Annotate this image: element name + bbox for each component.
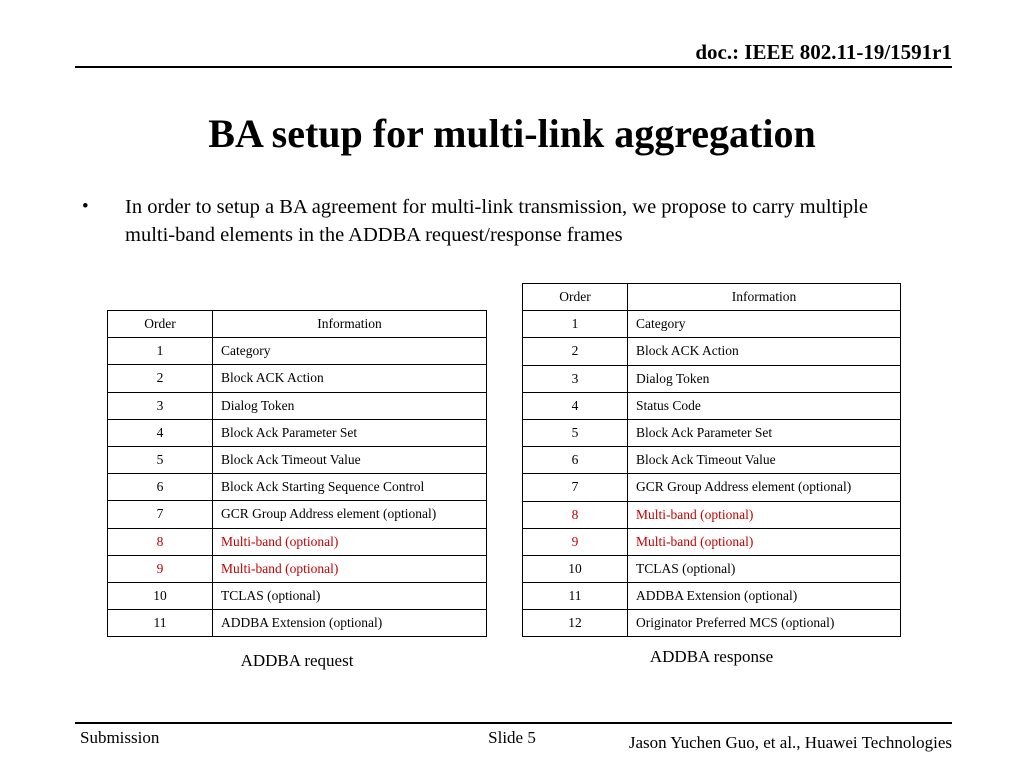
order-cell: 5 [108,446,213,473]
info-cell: Block Ack Timeout Value [628,447,901,474]
info-cell: Dialog Token [628,365,901,392]
addba-response-caption: ADDBA response [649,647,774,666]
info-cell: GCR Group Address element (optional) [628,474,901,501]
table-row [523,583,901,610]
column-header: Information [213,311,487,338]
info-cell: Originator Preferred MCS (optional) [628,610,901,637]
table-row [523,610,901,637]
info-cell: Multi-band (optional) [213,555,487,582]
info-cell: ADDBA Extension (optional) [628,583,901,610]
order-cell: 2 [108,365,213,392]
order-cell: 4 [108,419,213,446]
table-row [108,419,487,446]
order-cell: 7 [108,501,213,528]
table-row [523,501,901,528]
table-row [108,610,487,637]
table-row [523,447,901,474]
order-cell: 11 [523,583,628,610]
column-header: Order [523,284,628,311]
info-cell: Multi-band (optional) [628,501,901,528]
footer-submission: Submission [80,728,160,747]
table-row [523,555,901,582]
table-row [523,392,901,419]
info-cell: Category [628,311,901,338]
info-cell: TCLAS (optional) [213,582,487,609]
addba-response-table [522,283,901,637]
order-cell: 3 [108,392,213,419]
order-cell: 10 [108,582,213,609]
info-cell: Multi-band (optional) [213,528,487,555]
header-rule [75,66,952,68]
order-cell: 10 [523,555,628,582]
info-cell: ADDBA Extension (optional) [213,610,487,637]
order-cell: 1 [523,311,628,338]
table-row [108,474,487,501]
order-cell: 1 [108,338,213,365]
info-cell: Block Ack Parameter Set [628,419,901,446]
table-row [108,582,487,609]
order-cell: 6 [523,447,628,474]
order-cell: 3 [523,365,628,392]
table-row [108,392,487,419]
doc-id: doc.: IEEE 802.11-19/1591r1 [695,40,952,64]
order-cell: 2 [523,338,628,365]
info-cell: Block ACK Action [628,338,901,365]
footer-authors: Jason Yuchen Guo, et al., Huawei Technologies [628,733,952,752]
table-row [523,311,901,338]
table-row [523,419,901,446]
order-cell: 8 [523,501,628,528]
column-header: Information [628,284,901,311]
order-cell: 9 [523,528,628,555]
order-cell: 9 [108,555,213,582]
column-header: Order [108,311,213,338]
table-row [523,365,901,392]
info-cell: Block ACK Action [213,365,487,392]
order-cell: 7 [523,474,628,501]
table-row [523,528,901,555]
addba-request-caption: ADDBA request [240,651,354,670]
bullet-icon: • [82,196,89,217]
info-cell: Multi-band (optional) [628,528,901,555]
info-cell: Category [213,338,487,365]
table-header-row [523,284,901,311]
table-row [108,528,487,555]
order-cell: 6 [108,474,213,501]
table-row [523,338,901,365]
info-cell: Status Code [628,392,901,419]
table-row [108,555,487,582]
table-row [108,365,487,392]
order-cell: 8 [108,528,213,555]
info-cell: Block Ack Starting Sequence Control [213,474,487,501]
table-row [108,338,487,365]
footer-rule [75,722,952,724]
order-cell: 4 [523,392,628,419]
info-cell: GCR Group Address element (optional) [213,501,487,528]
footer-slide-number: Slide 5 [488,728,536,747]
table-row [108,501,487,528]
addba-request-table [107,310,487,637]
info-cell: Dialog Token [213,392,487,419]
bullet-item [82,194,952,250]
bullet-text: In order to setup a BA agreement for multi-link transmission, we propose to carry multiple multi-band elements in the ADDBA request/response frames [125,196,868,246]
order-cell: 5 [523,419,628,446]
page-title: BA setup for multi-link aggregation [208,111,816,156]
info-cell: Block Ack Parameter Set [213,419,487,446]
order-cell: 12 [523,610,628,637]
info-cell: TCLAS (optional) [628,555,901,582]
table-header-row [108,311,487,338]
order-cell: 11 [108,610,213,637]
table-row [108,446,487,473]
info-cell: Block Ack Timeout Value [213,446,487,473]
table-row [523,474,901,501]
